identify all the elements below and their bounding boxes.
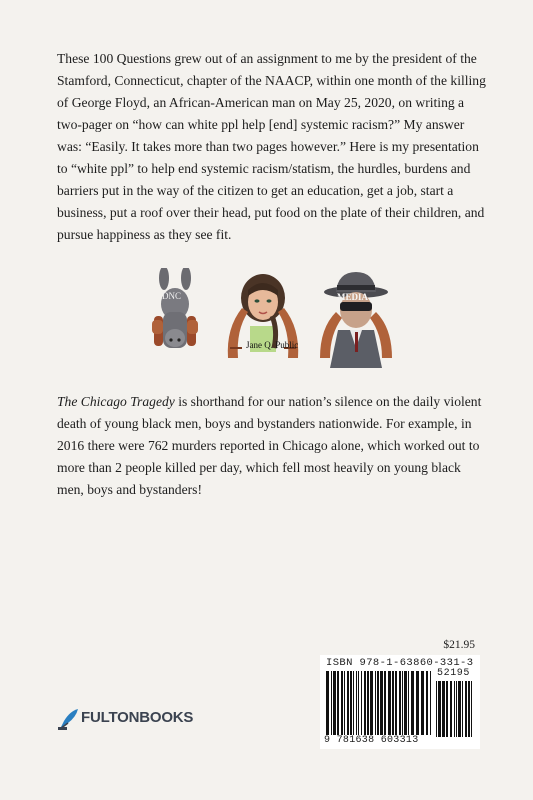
barcode-bar [438, 681, 441, 737]
woman-figure [218, 268, 308, 368]
barcode-bar [370, 671, 373, 735]
barcode-bar [331, 671, 332, 735]
chicago-paragraph [57, 391, 489, 501]
barcode-bar [465, 681, 467, 737]
barcode-bar [462, 681, 463, 737]
media-figure [316, 268, 396, 368]
donkey-label: DNC [162, 291, 182, 301]
barcode-bar [384, 671, 386, 735]
illustration [140, 268, 400, 368]
barcode-bar [468, 681, 470, 737]
donkey-figure [146, 268, 206, 368]
barcode-bar [399, 671, 401, 735]
book-title: The Chicago Tragedy [57, 394, 175, 409]
barcode-bar [442, 681, 445, 737]
barcode [320, 655, 480, 749]
barcode-bar [392, 671, 394, 735]
barcode-bar [404, 671, 407, 735]
barcode-bar [367, 671, 369, 735]
publisher-logo [58, 707, 194, 731]
barcode-bar [471, 681, 472, 737]
chicago-paragraph-text: is shorthand for our nation’s silence on the daily violent death of young black men, boys and bystanders nationwide. For example, in 2016 there were 762 murders reported in Chicago alone, which worked out to more than 2 people killed per day, which fell most heavily on young black men, boys and bystanders! [57, 394, 482, 497]
addon-digits: 52195 [437, 668, 471, 679]
barcode-bar [375, 671, 376, 735]
barcode-bars [326, 671, 432, 735]
barcode-bar [411, 671, 414, 735]
barcode-bar [450, 681, 452, 737]
barcode-bar [426, 671, 428, 735]
addon-bars [436, 681, 474, 737]
barcode-bar [380, 671, 383, 735]
publisher-name: FULTONBOOKS [81, 709, 194, 726]
barcode-bar [395, 671, 397, 735]
barcode-bar [347, 671, 349, 735]
barcode-bar [377, 671, 379, 735]
intro-paragraph: These 100 Questions grew out of an assignment to me by the president of the Stamford, Connecticut, chapter of the NAACP, within one month of the killing of George Floyd, an African-American man on May 25, 2020, on writing a two-pager on “how can white ppl help [end] systemic racism?” My answer was: “Easily. It takes more than two pages however.” Here is my presentation to “white ppl” to help end systemic racism/statism, the hurdles, burdens and barriers put in the way of the citizen to get an education, get a job, start a business, put a roof over their head, put food on the plate of their children, and pursue happiness as they see fit. [57, 51, 486, 242]
barcode-bar [388, 671, 391, 735]
media-label: MEDIA [337, 292, 368, 302]
barcode-bar [430, 671, 431, 735]
barcode-bar [361, 671, 362, 735]
barcode-bar [333, 671, 336, 735]
barcode-bar [356, 671, 357, 735]
woman-label: Jane Q. Public [246, 340, 299, 350]
barcode-bar [402, 671, 403, 735]
barcode-bar [421, 671, 424, 735]
barcode-bar [344, 671, 345, 735]
barcode-bar [408, 671, 409, 735]
barcode-bar [326, 671, 329, 735]
barcode-bar [350, 671, 352, 735]
barcode-bar [446, 681, 448, 737]
price: $21.95 [443, 639, 475, 651]
barcode-bar [337, 671, 339, 735]
barcode-bar [458, 681, 461, 737]
isbn-text: ISBN 978-1-63860-331-3 [326, 657, 474, 669]
barcode-bar [364, 671, 366, 735]
barcode-digits: 9 781638 603313 [324, 735, 419, 746]
barcode-bar [436, 681, 437, 737]
barcode-bar [353, 671, 354, 735]
barcode-bar [358, 671, 359, 735]
quill-icon [58, 707, 80, 731]
barcode-bar [454, 681, 455, 737]
barcode-bar [416, 671, 419, 735]
barcode-bar [456, 681, 457, 737]
barcode-bar [341, 671, 343, 735]
